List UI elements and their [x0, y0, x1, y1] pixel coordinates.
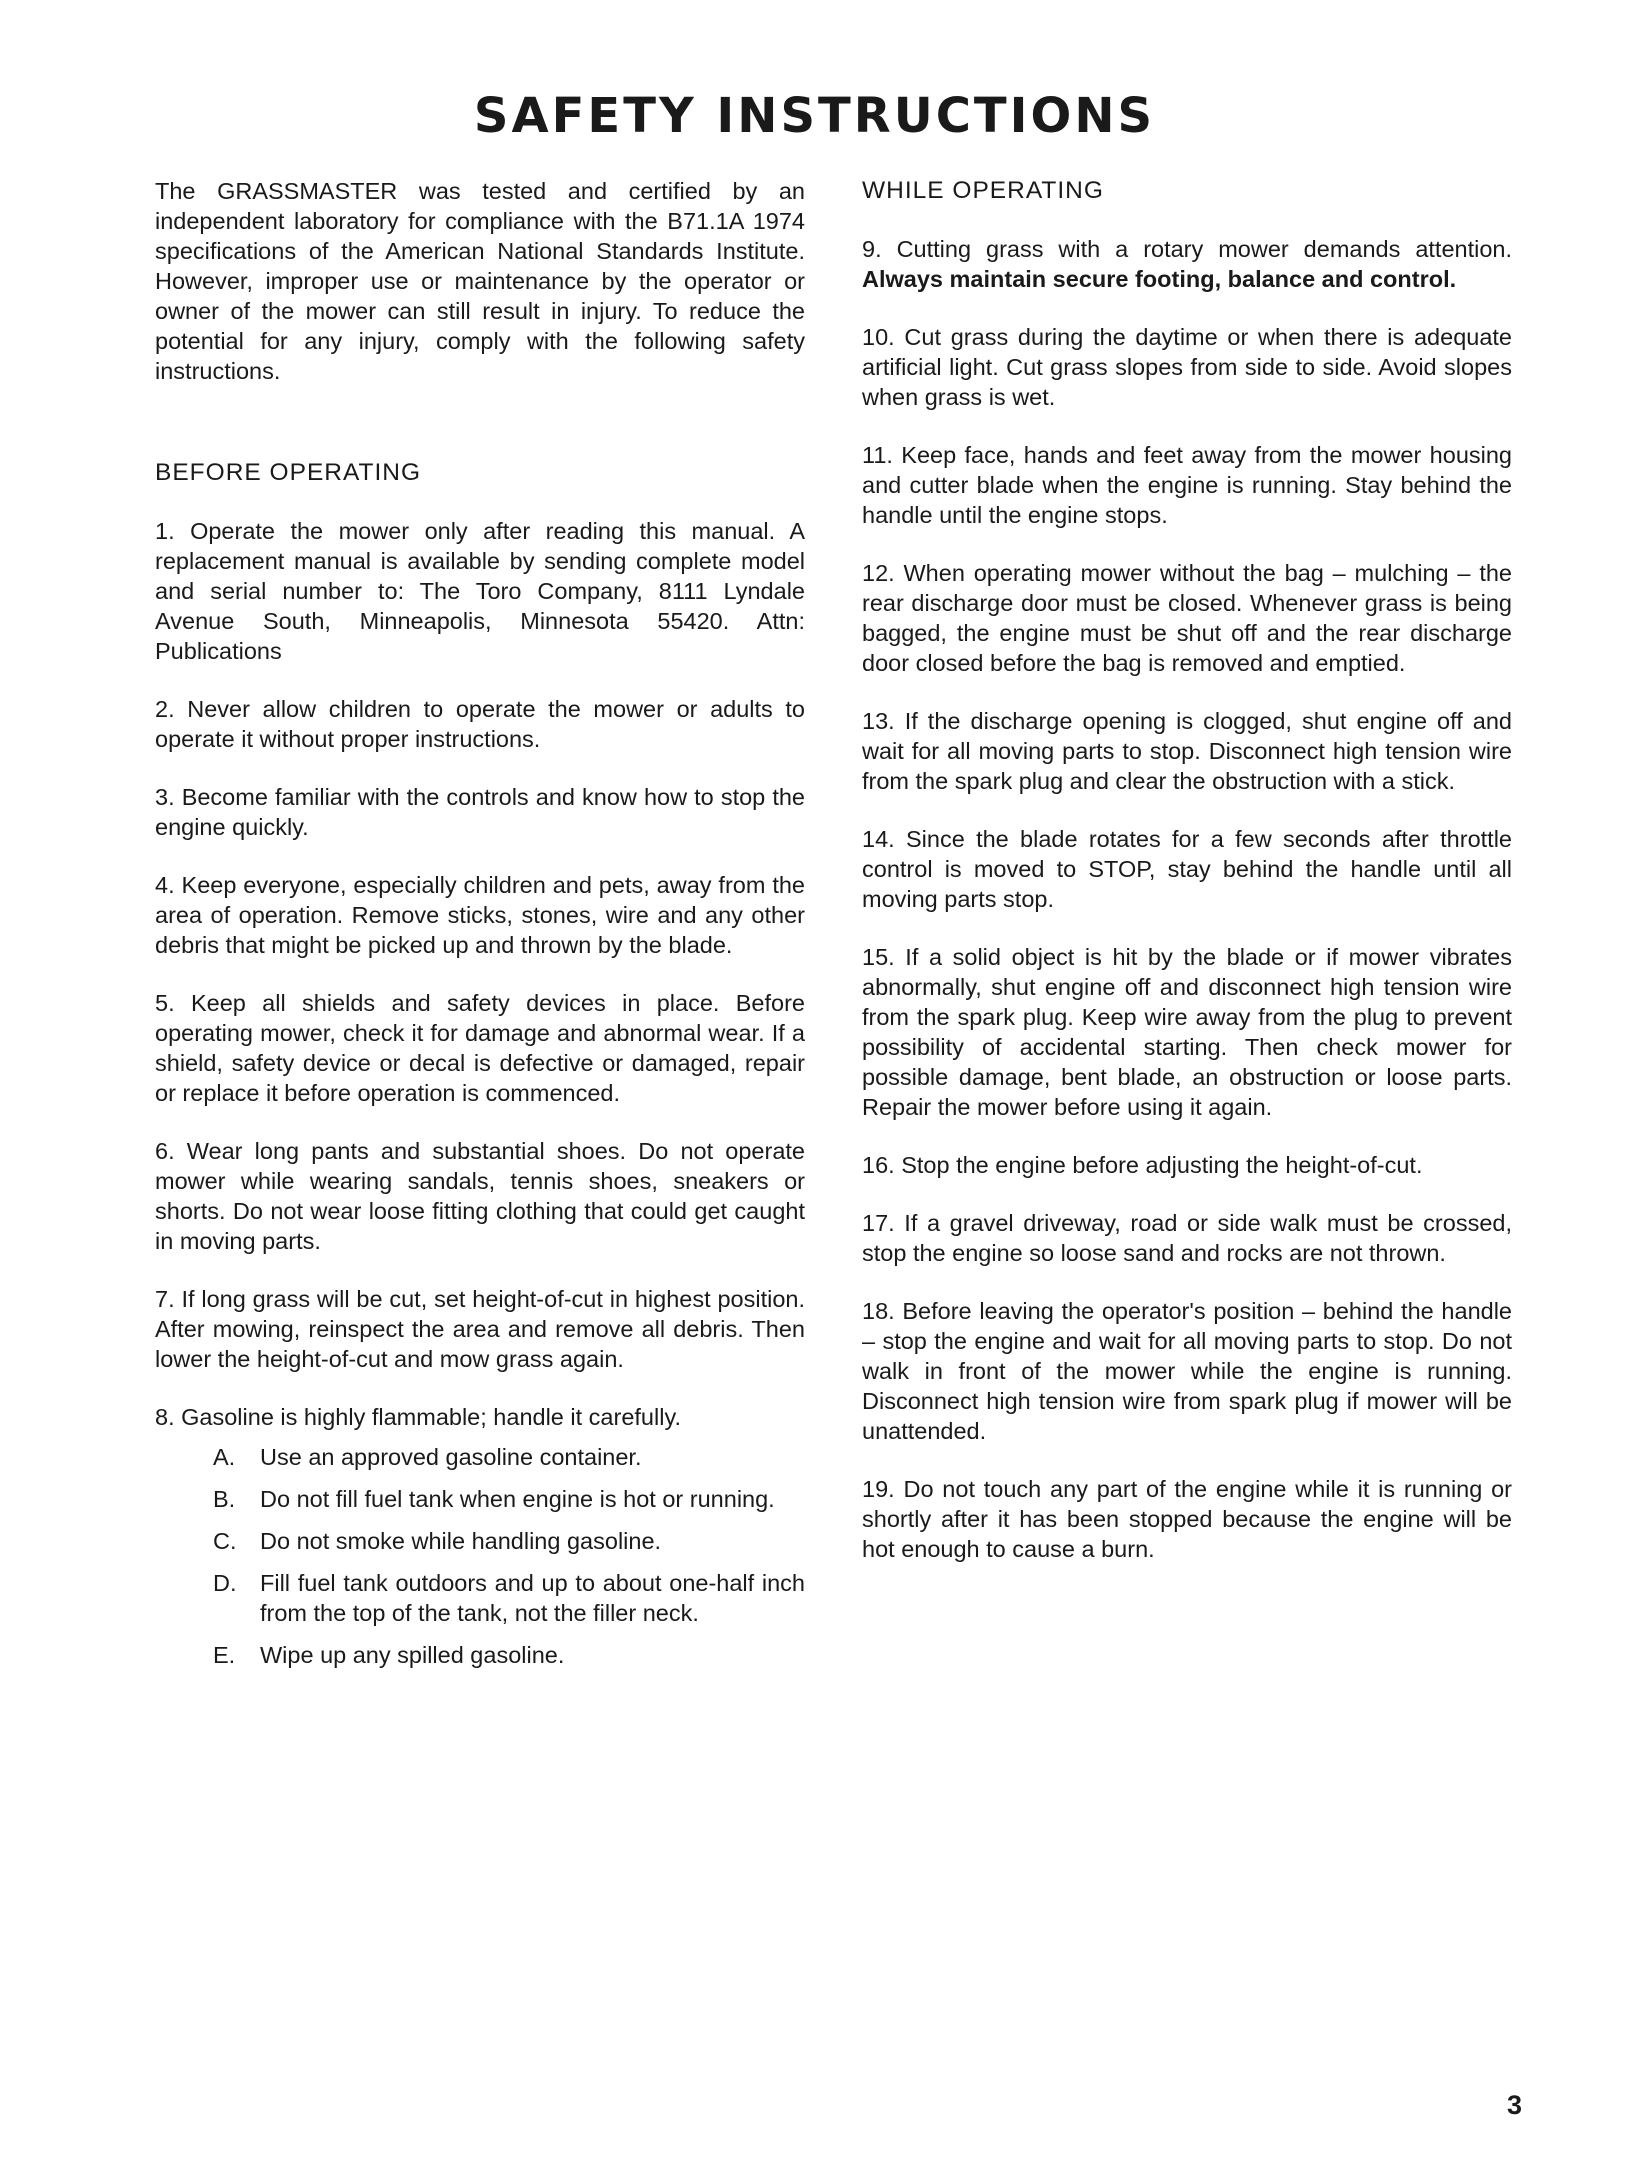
instruction-item	[862, 1150, 1512, 1180]
item-number: 14.	[862, 826, 895, 852]
instruction-item	[862, 234, 1512, 294]
instruction-item	[155, 988, 805, 1108]
section-heading-before-operating: BEFORE OPERATING	[155, 459, 422, 486]
instruction-item	[155, 1284, 805, 1374]
right-column	[862, 176, 1512, 1592]
instruction-item	[862, 824, 1512, 914]
item-number: 6.	[155, 1138, 175, 1164]
item-text: Do not touch any part of the engine while it is running or shortly after it has been stopped because the engine will be hot enough to cause a burn.	[862, 1476, 1512, 1562]
item-text: Before leaving the operator's position – behind the handle – stop the engine and wait for all moving parts to stop. Do not walk in front of the mower while the engine is running. Disconnect high tension wire from spark plug if mower will be unattended.	[862, 1298, 1512, 1444]
item-number: 17.	[862, 1210, 895, 1236]
item-text: If long grass will be cut, set height-of-cut in highest position. After mowing, reinspect the area and remove all debris. Then lower the height-of-cut and mow grass again.	[155, 1286, 806, 1372]
item-text: Keep face, hands and feet away from the mower housing and cutter blade when the engine is running. Stay behind the handle until the engine stops.	[862, 442, 1512, 528]
item-text: Become familiar with the controls and know how to stop the engine quickly.	[155, 784, 805, 840]
sub-item-text: Do not fill fuel tank when engine is hot or running.	[260, 1486, 775, 1512]
item-number: 16.	[862, 1152, 895, 1178]
item-text: If the discharge opening is clogged, shut engine off and wait for all moving parts to stop. Disconnect high tension wire from the spark plug and clear the obstruction with a stick.	[862, 708, 1512, 794]
item-text: Never allow children to operate the mower or adults to operate it without proper instructions.	[155, 696, 806, 752]
sub-item-text: Wipe up any spilled gasoline.	[260, 1642, 565, 1668]
sub-item	[155, 1526, 805, 1556]
instruction-item	[155, 1136, 805, 1256]
item-number: 1.	[155, 518, 175, 544]
item-text: Gasoline is highly flammable; handle it carefully.	[181, 1404, 681, 1430]
sub-item	[155, 1568, 805, 1628]
item-number: 4.	[155, 872, 175, 898]
item-text: When operating mower without the bag – mulching – the rear discharge door must be closed. Whenever grass is being bagged, the engine must be shut off and the rear discharge door closed before the bag is removed and emptied.	[862, 560, 1512, 676]
gasoline-sub-list	[155, 1442, 805, 1670]
instruction-item	[155, 516, 805, 666]
item-number: 9.	[862, 236, 882, 262]
item-text: If a gravel driveway, road or side walk must be crossed, stop the engine so loose sand and rocks are not thrown.	[862, 1210, 1512, 1266]
instruction-item	[862, 1208, 1512, 1268]
sub-item	[155, 1484, 805, 1514]
instruction-item	[862, 1296, 1512, 1446]
page-title: SAFETY INSTRUCTIONS	[473, 88, 1156, 144]
item-text: Cutting grass with a rotary mower demands attention.	[896, 236, 1512, 262]
sub-item	[155, 1442, 805, 1472]
item-text: Stop the engine before adjusting the height-of-cut.	[901, 1152, 1423, 1178]
instruction-item	[862, 322, 1512, 412]
sub-item-letter: E.	[213, 1642, 236, 1668]
item-number: 2.	[155, 696, 175, 722]
sub-item	[155, 1640, 805, 1670]
instruction-item	[862, 1474, 1512, 1564]
item-text: Keep everyone, especially children and pets, away from the area of operation. Remove sticks, stones, wire and any other debris that might be picked up and thrown by the blade.	[155, 872, 805, 958]
item-emphasis: Always maintain secure footing, balance and control.	[862, 266, 1457, 292]
instruction-item	[155, 782, 805, 842]
section-heading-while-operating: WHILE OPERATING	[862, 177, 1104, 204]
item-number: 15.	[862, 944, 895, 970]
sub-item-letter: D.	[213, 1570, 237, 1596]
instruction-item	[155, 694, 805, 754]
item-number: 13.	[862, 708, 895, 734]
item-number: 8.	[155, 1404, 175, 1430]
sub-item-text: Fill fuel tank outdoors and up to about one-half inch from the top of the tank, not the filler neck.	[260, 1570, 805, 1626]
item-text: Operate the mower only after reading this manual. A replacement manual is available by sending complete model and serial number to: The Toro Company, 8111 Lyndale Avenue South, Minneapolis, Minnesota 55420. Attn: Publications	[155, 518, 805, 664]
item-text: If a solid object is hit by the blade or if mower vibrates abnormally, shut engine off and disconnect high tension wire from the spark plug. Keep wire away from the plug to prevent possibility of accidental starting. Then check mower for possible damage, bent blade, an obstruction or loose parts. Repair the mower before using it again.	[862, 944, 1512, 1120]
instruction-item	[155, 1402, 805, 1432]
instruction-item	[862, 558, 1512, 678]
intro-paragraph: The GRASSMASTER was tested and certified by an independent laboratory for compliance with the B71.1A 1974 specifications of the American National Standards Institute. However, improper use or maintenance by the operator or owner of the mower can still result in injury. To reduce the potential for any injury, comply with the following safety instructions.	[155, 178, 805, 384]
item-number: 18.	[862, 1298, 895, 1324]
item-number: 5.	[155, 990, 175, 1016]
item-number: 11.	[862, 442, 893, 468]
sub-item-text: Use an approved gasoline container.	[260, 1444, 642, 1470]
instruction-item	[155, 870, 805, 960]
instruction-item	[862, 706, 1512, 796]
page-number: 3	[1506, 2090, 1522, 2120]
sub-item-letter: C.	[213, 1528, 237, 1554]
item-number: 3.	[155, 784, 175, 810]
item-number: 19.	[862, 1476, 895, 1502]
item-text: Wear long pants and substantial shoes. Do not operate mower while wearing sandals, tennis shoes, sneakers or shorts. Do not wear loose fitting clothing that could get caught in moving parts.	[155, 1138, 805, 1254]
item-number: 12.	[862, 560, 895, 586]
left-column	[155, 176, 805, 1682]
sub-item-letter: A.	[213, 1444, 236, 1470]
item-text: Keep all shields and safety devices in place. Before operating mower, check it for damage and abnormal wear. If a shield, safety device or decal is defective or damaged, repair or replace it before operation is commenced.	[155, 990, 805, 1106]
item-text: Since the blade rotates for a few seconds after throttle control is moved to STOP, stay behind the handle until all moving parts stop.	[862, 826, 1513, 912]
sub-item-text: Do not smoke while handling gasoline.	[260, 1528, 662, 1554]
item-number: 7.	[155, 1286, 175, 1312]
sub-item-letter: B.	[213, 1486, 236, 1512]
item-text: Cut grass during the daytime or when there is adequate artificial light. Cut grass slopes from side to side. Avoid slopes when grass is wet.	[862, 324, 1513, 410]
instruction-item	[862, 440, 1512, 530]
instruction-item	[862, 942, 1512, 1122]
item-number: 10.	[862, 324, 895, 350]
